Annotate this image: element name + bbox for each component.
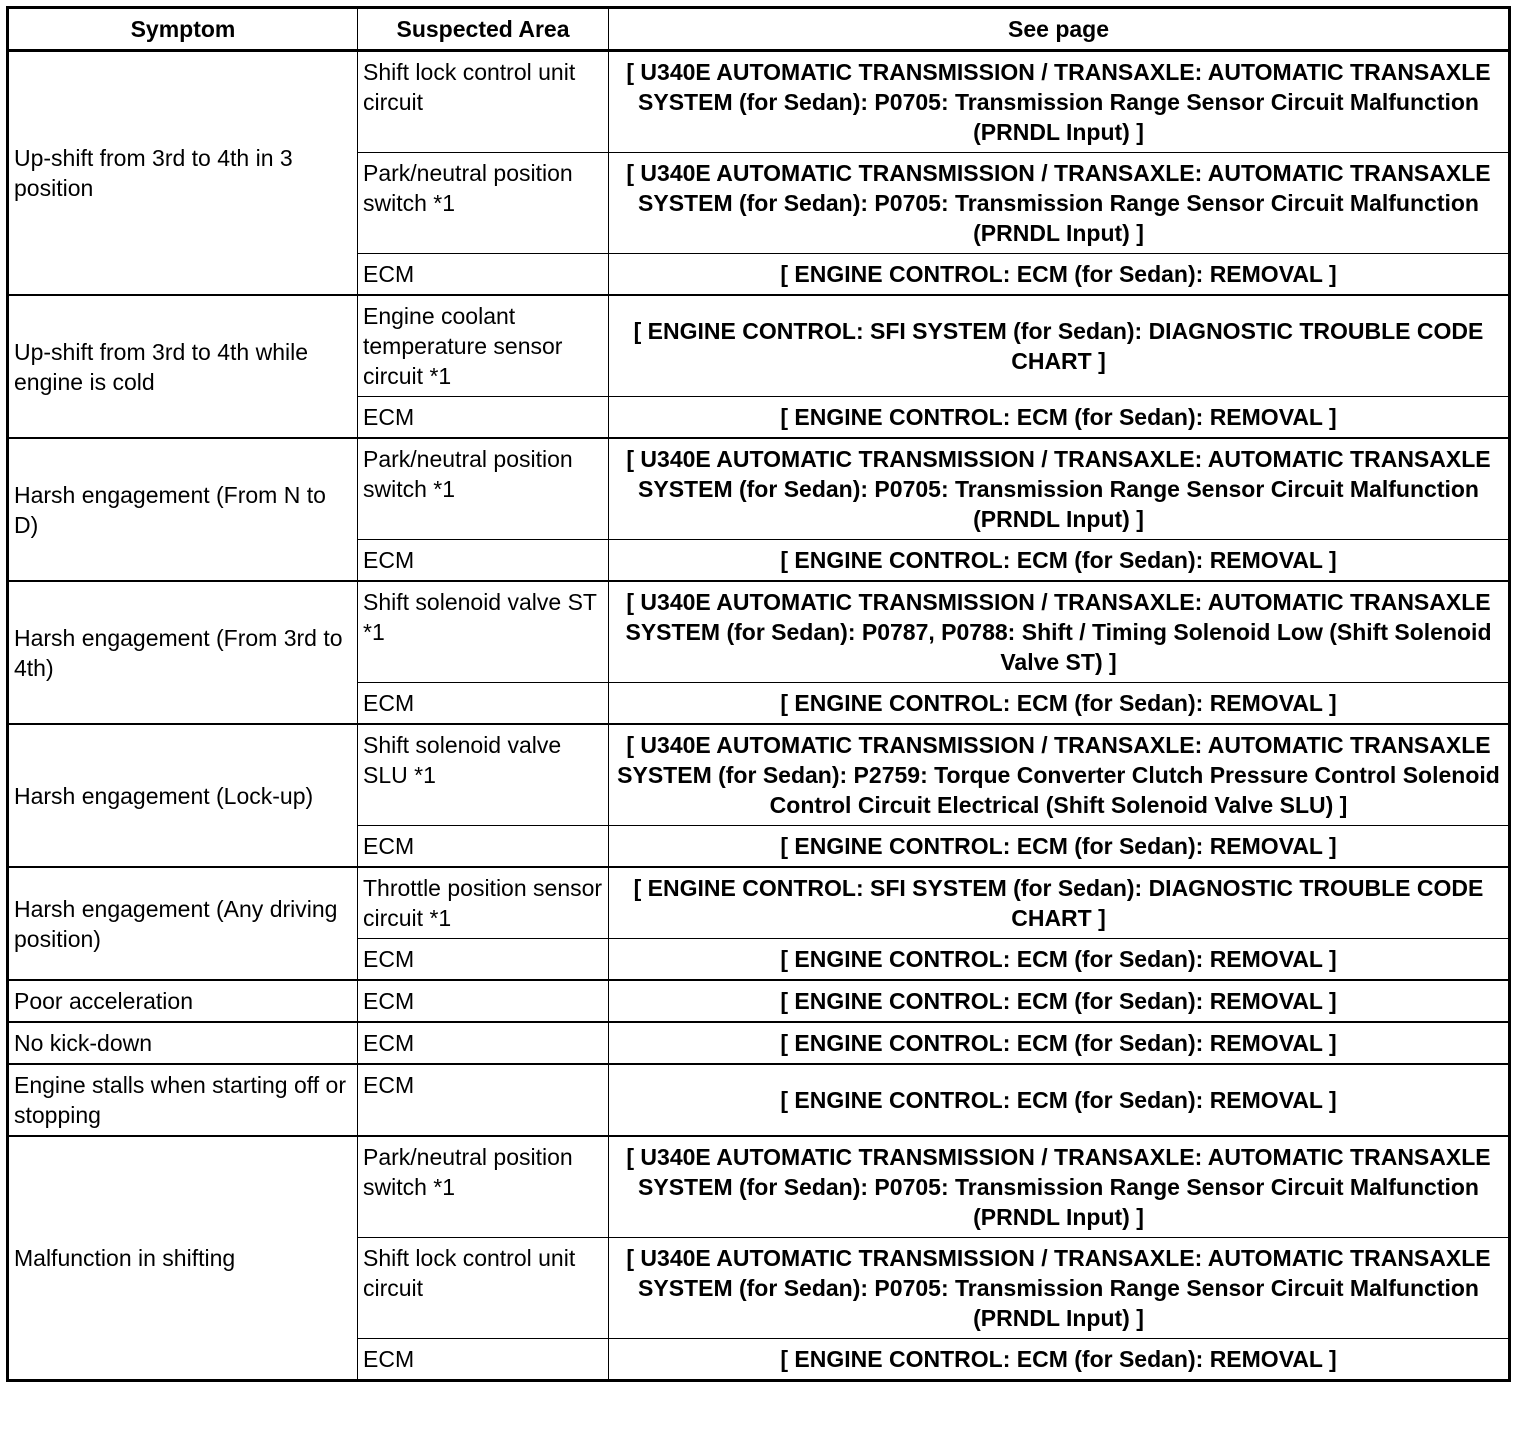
- symptom-cell: Harsh engagement (From 3rd to 4th): [8, 581, 358, 724]
- symptom-cell: Harsh engagement (Any driving position): [8, 867, 358, 980]
- see-page-link[interactable]: [ U340E AUTOMATIC TRANSMISSION / TRANSAXLE: AUTOMATIC TRANSAXLE SYSTEM (for Sedan): P0705: Transmission Range Sensor Circuit Malfunction (PRNDL Input) ]: [609, 153, 1510, 254]
- see-page-link[interactable]: [ ENGINE CONTROL: ECM (for Sedan): REMOVAL ]: [609, 1022, 1510, 1064]
- suspected-area-cell: ECM: [358, 254, 609, 296]
- see-page-link[interactable]: [ ENGINE CONTROL: ECM (for Sedan): REMOVAL ]: [609, 826, 1510, 868]
- symptom-cell: Up-shift from 3rd to 4th in 3 position: [8, 51, 358, 296]
- suspected-area-cell: ECM: [358, 826, 609, 868]
- table-row: [8, 724, 1510, 826]
- table-row: [8, 295, 1510, 397]
- header-see-page: See page: [609, 8, 1510, 51]
- symptom-cell: Poor acceleration: [8, 980, 358, 1022]
- see-page-link[interactable]: [ U340E AUTOMATIC TRANSMISSION / TRANSAXLE: AUTOMATIC TRANSAXLE SYSTEM (for Sedan): P0705: Transmission Range Sensor Circuit Malfunction (PRNDL Input) ]: [609, 51, 1510, 153]
- see-page-link[interactable]: [ U340E AUTOMATIC TRANSMISSION / TRANSAXLE: AUTOMATIC TRANSAXLE SYSTEM (for Sedan): P0705: Transmission Range Sensor Circuit Malfunction (PRNDL Input) ]: [609, 1136, 1510, 1238]
- see-page-link[interactable]: [ U340E AUTOMATIC TRANSMISSION / TRANSAXLE: AUTOMATIC TRANSAXLE SYSTEM (for Sedan): P2759: Torque Converter Clutch Pressure Control Solenoid Control Circuit Electrical (Shift Solenoid Valve SLU) ]: [609, 724, 1510, 826]
- suspected-area-cell: Shift lock control unit circuit: [358, 1238, 609, 1339]
- suspected-area-cell: Shift solenoid valve ST *1: [358, 581, 609, 683]
- symptom-cell: Harsh engagement (From N to D): [8, 438, 358, 581]
- see-page-link[interactable]: [ ENGINE CONTROL: ECM (for Sedan): REMOVAL ]: [609, 939, 1510, 981]
- see-page-link[interactable]: [ ENGINE CONTROL: ECM (for Sedan): REMOVAL ]: [609, 540, 1510, 582]
- symptom-table: [6, 6, 1511, 1382]
- suspected-area-cell: Park/neutral position switch *1: [358, 1136, 609, 1238]
- see-page-link[interactable]: [ ENGINE CONTROL: ECM (for Sedan): REMOVAL ]: [609, 980, 1510, 1022]
- header-row: [8, 8, 1510, 51]
- see-page-link[interactable]: [ U340E AUTOMATIC TRANSMISSION / TRANSAXLE: AUTOMATIC TRANSAXLE SYSTEM (for Sedan): P0705: Transmission Range Sensor Circuit Malfunction (PRNDL Input) ]: [609, 438, 1510, 540]
- table-row: [8, 1022, 1510, 1064]
- suspected-area-cell: Engine coolant temperature sensor circuit *1: [358, 295, 609, 397]
- table-row: [8, 581, 1510, 683]
- symptom-cell: Engine stalls when starting off or stopping: [8, 1064, 358, 1136]
- see-page-link[interactable]: [ U340E AUTOMATIC TRANSMISSION / TRANSAXLE: AUTOMATIC TRANSAXLE SYSTEM (for Sedan): P0705: Transmission Range Sensor Circuit Malfunction (PRNDL Input) ]: [609, 1238, 1510, 1339]
- suspected-area-cell: Park/neutral position switch *1: [358, 438, 609, 540]
- suspected-area-cell: ECM: [358, 980, 609, 1022]
- symptom-cell: Harsh engagement (Lock-up): [8, 724, 358, 867]
- suspected-area-cell: ECM: [358, 397, 609, 439]
- suspected-area-cell: Park/neutral position switch *1: [358, 153, 609, 254]
- see-page-link[interactable]: [ ENGINE CONTROL: ECM (for Sedan): REMOVAL ]: [609, 683, 1510, 725]
- header-symptom: Symptom: [8, 8, 358, 51]
- suspected-area-cell: ECM: [358, 1064, 609, 1136]
- see-page-link[interactable]: [ ENGINE CONTROL: ECM (for Sedan): REMOVAL ]: [609, 1064, 1510, 1136]
- table-row: [8, 1064, 1510, 1136]
- table-row: [8, 980, 1510, 1022]
- suspected-area-cell: Shift solenoid valve SLU *1: [358, 724, 609, 826]
- suspected-area-cell: ECM: [358, 540, 609, 582]
- table-body: [8, 51, 1510, 1381]
- see-page-link[interactable]: [ ENGINE CONTROL: SFI SYSTEM (for Sedan): DIAGNOSTIC TROUBLE CODE CHART ]: [609, 295, 1510, 397]
- table-row: [8, 51, 1510, 153]
- suspected-area-cell: ECM: [358, 683, 609, 725]
- suspected-area-cell: Throttle position sensor circuit *1: [358, 867, 609, 939]
- table-row: [8, 867, 1510, 939]
- see-page-link[interactable]: [ ENGINE CONTROL: SFI SYSTEM (for Sedan): DIAGNOSTIC TROUBLE CODE CHART ]: [609, 867, 1510, 939]
- symptom-cell: No kick-down: [8, 1022, 358, 1064]
- see-page-link[interactable]: [ ENGINE CONTROL: ECM (for Sedan): REMOVAL ]: [609, 397, 1510, 439]
- see-page-link[interactable]: [ U340E AUTOMATIC TRANSMISSION / TRANSAXLE: AUTOMATIC TRANSAXLE SYSTEM (for Sedan): P0787, P0788: Shift / Timing Solenoid Low (Shift Solenoid Valve ST) ]: [609, 581, 1510, 683]
- symptom-cell: Up-shift from 3rd to 4th while engine is cold: [8, 295, 358, 438]
- suspected-area-cell: ECM: [358, 1022, 609, 1064]
- suspected-area-cell: ECM: [358, 1339, 609, 1381]
- suspected-area-cell: ECM: [358, 939, 609, 981]
- table-row: [8, 438, 1510, 540]
- suspected-area-cell: Shift lock control unit circuit: [358, 51, 609, 153]
- see-page-link[interactable]: [ ENGINE CONTROL: ECM (for Sedan): REMOVAL ]: [609, 1339, 1510, 1381]
- header-suspected-area: Suspected Area: [358, 8, 609, 51]
- see-page-link[interactable]: [ ENGINE CONTROL: ECM (for Sedan): REMOVAL ]: [609, 254, 1510, 296]
- symptom-cell: Malfunction in shifting: [8, 1136, 358, 1381]
- table-row: [8, 1136, 1510, 1238]
